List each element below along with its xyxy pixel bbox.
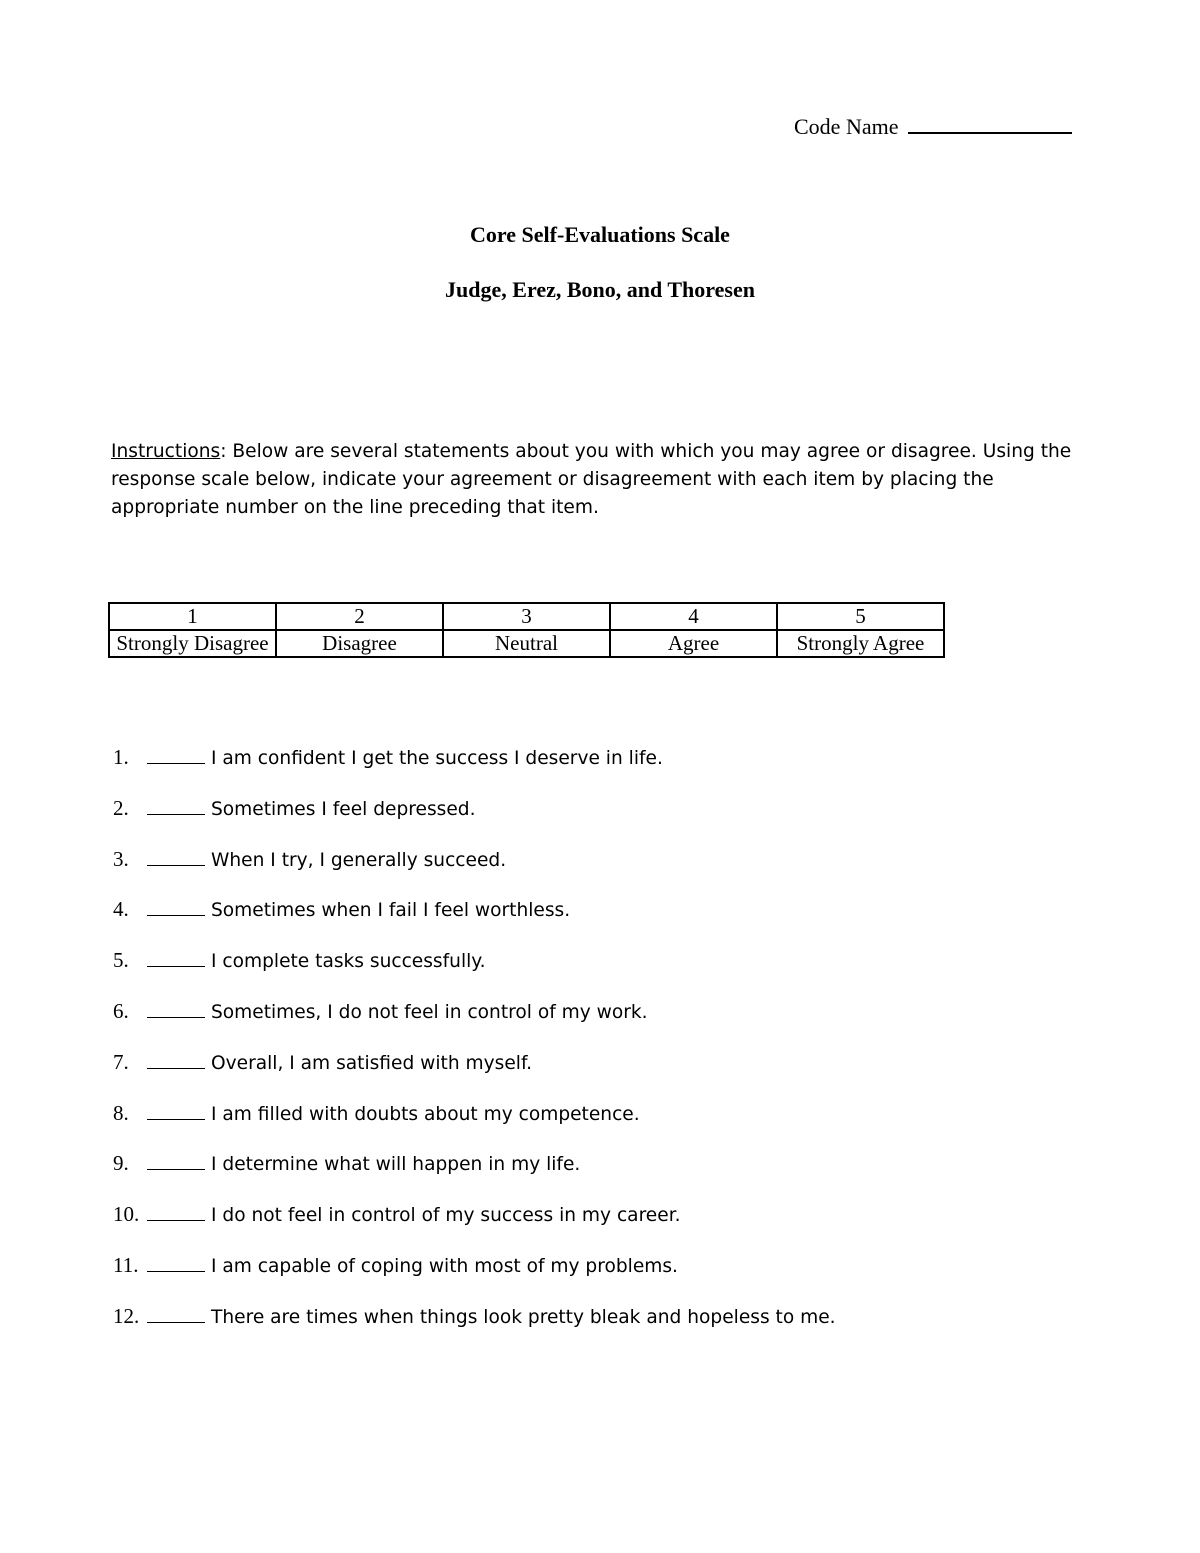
scale-label-row [109, 630, 944, 657]
answer-blank[interactable] [147, 997, 205, 1018]
list-item [113, 1251, 836, 1302]
list-item [113, 845, 836, 896]
list-item [113, 1200, 836, 1251]
scale-label: Strongly Disagree [109, 630, 276, 657]
answer-blank[interactable] [147, 895, 205, 916]
item-number: 4. [113, 897, 129, 922]
item-number: 8. [113, 1100, 129, 1125]
item-text: I am filled with doubts about my competence. [211, 1103, 640, 1125]
scale-label: Agree [610, 630, 777, 657]
scale-label: Strongly Agree [777, 630, 944, 657]
scale-label: Neutral [443, 630, 610, 657]
item-number: 3. [113, 846, 129, 871]
list-item [113, 743, 836, 794]
item-number: 9. [113, 1151, 129, 1176]
answer-blank[interactable] [147, 1302, 205, 1323]
item-number: 1. [113, 745, 129, 769]
item-text: I am capable of coping with most of my problems. [211, 1255, 678, 1277]
item-text: I complete tasks successfully. [211, 951, 486, 973]
item-text: I am confident I get the success I deserve in life. [211, 748, 663, 769]
item-text: I determine what will happen in my life. [211, 1154, 581, 1176]
answer-blank[interactable] [147, 1251, 205, 1272]
item-text: Sometimes I feel depressed. [211, 798, 476, 820]
item-number: 7. [113, 1049, 129, 1074]
scale-number: 3 [443, 603, 610, 630]
code-name-field [794, 112, 1072, 141]
list-item [113, 997, 836, 1048]
scale-number-row [109, 603, 944, 630]
item-number: 12. [113, 1303, 140, 1328]
answer-blank[interactable] [147, 743, 205, 764]
answer-blank[interactable] [147, 1149, 205, 1170]
instructions-label: Instructions [111, 441, 221, 462]
item-text: When I try, I generally succeed. [211, 849, 507, 871]
instructions-paragraph [111, 438, 1086, 522]
item-text: Sometimes when I fail I feel worthless. [211, 900, 571, 922]
answer-blank[interactable] [147, 946, 205, 967]
answer-blank[interactable] [147, 1048, 205, 1069]
scale-number: 1 [109, 603, 276, 630]
scale-number: 4 [610, 603, 777, 630]
scale-label: Disagree [276, 630, 443, 657]
scale-number: 5 [777, 603, 944, 630]
instructions-text: : Below are several statements about you with which you may agree or disagree. Using the response scale below, indicate your agreement or disagreement with each item by placing the appropriate number on the line preceding that item. [111, 441, 1072, 518]
answer-blank[interactable] [147, 1099, 205, 1120]
document-authors: Judge, Erez, Bono, and Thoresen [445, 277, 755, 302]
item-list [113, 743, 836, 1353]
list-item [113, 895, 836, 946]
item-text: I do not feel in control of my success in my career. [211, 1205, 681, 1227]
list-item [113, 946, 836, 997]
list-item [113, 1302, 836, 1353]
document-title: Core Self-Evaluations Scale [470, 222, 730, 247]
list-item [113, 1099, 836, 1150]
code-name-label: Code Name [794, 114, 899, 139]
item-text: There are times when things look pretty bleak and hopeless to me. [211, 1306, 836, 1328]
item-number: 11. [113, 1252, 139, 1277]
item-text: Sometimes, I do not feel in control of my work. [211, 1001, 648, 1023]
answer-blank[interactable] [147, 794, 205, 815]
item-number: 10. [113, 1202, 140, 1227]
response-scale-table [108, 602, 945, 658]
item-number: 5. [113, 948, 129, 973]
list-item [113, 1149, 836, 1200]
list-item [113, 794, 836, 845]
list-item [113, 1048, 836, 1099]
item-text: Overall, I am satisfied with myself. [211, 1052, 533, 1074]
item-number: 6. [113, 998, 129, 1023]
code-name-blank[interactable] [908, 112, 1072, 134]
scale-number: 2 [276, 603, 443, 630]
answer-blank[interactable] [147, 1200, 205, 1221]
answer-blank[interactable] [147, 845, 205, 866]
item-number: 2. [113, 795, 129, 820]
